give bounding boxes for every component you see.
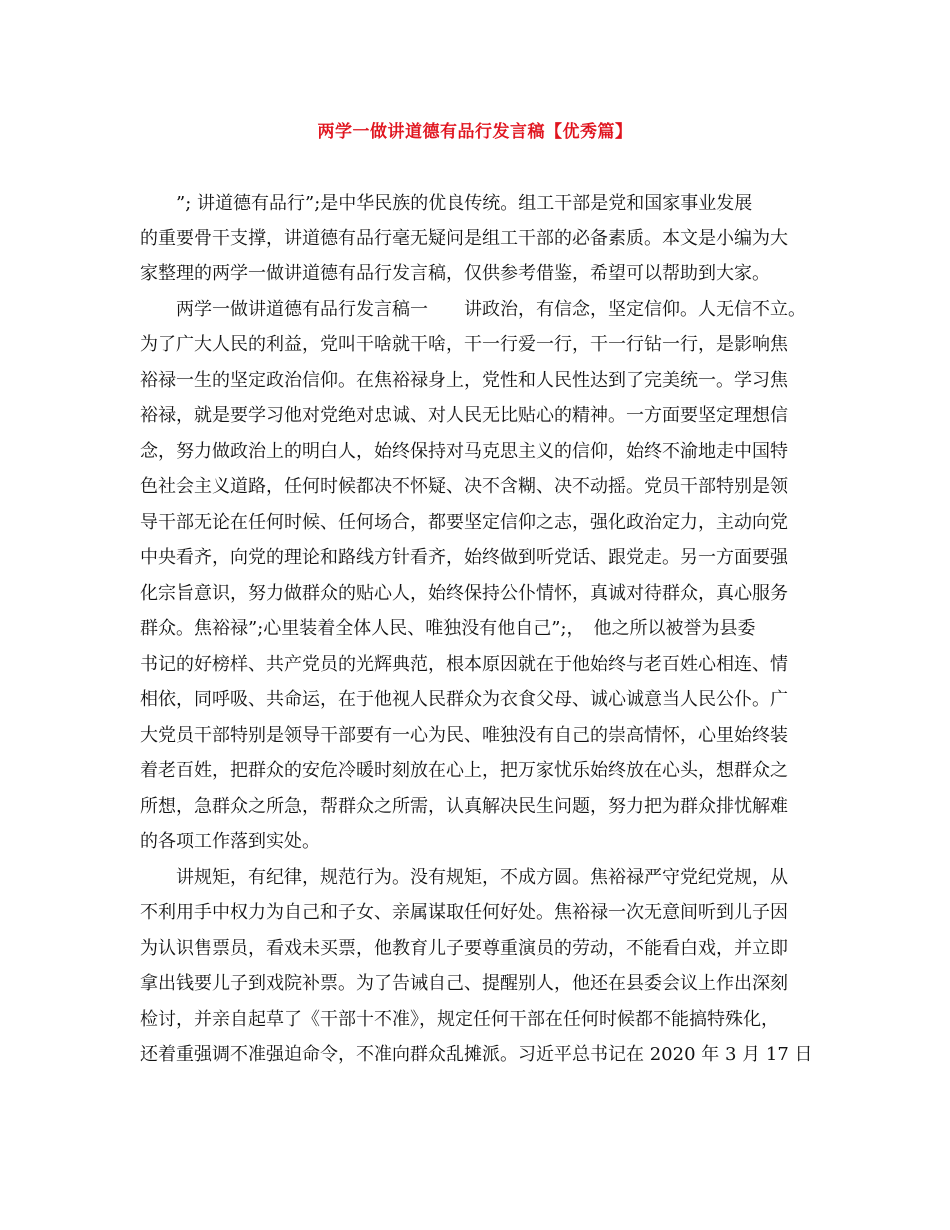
body-line: 还着重强调不准强迫命令，不准向群众乱摊派。习近平总书记在 2020 年 3 月 17 日 — [140, 1044, 813, 1065]
body-line: 讲规矩，有纪律，规范行为。没有规矩，不成方圆。焦裕禄严守党纪党规，从 — [140, 867, 788, 888]
body-line: 为认识售票员，看戏未买票，他教育儿子要尊重演员的劳动，不能看白戏，并立即 — [140, 938, 788, 959]
body-line: 拿出钱要儿子到戏院补票。为了告诫自己、提醒别人，他还在县委会议上作出深刻 — [140, 973, 788, 994]
body-line: 裕禄，就是要学习他对党绝对忠诚、对人民无比贴心的精神。一方面要坚定理想信 — [140, 405, 788, 426]
body-line: 中央看齐，向党的理论和路线方针看齐，始终做到听党话、跟党走。另一方面要强 — [140, 547, 788, 568]
body-line: 的各项工作落到实处。 — [140, 831, 320, 852]
body-line: 群众。焦裕禄”;心里装着全体人民、唯独没有他自己”;， 他之所以被誉为县委 — [140, 618, 756, 639]
body-line: 裕禄一生的坚定政治信仰。在焦裕禄身上，党性和人民性达到了完美统一。学习焦 — [140, 370, 788, 391]
body-line: 家整理的两学一做讲道德有品行发言稿，仅供参考借鉴，希望可以帮助到大家。 — [140, 263, 770, 284]
body-line: 相依，同呼吸、共命运，在于他视人民群众为衣食父母、诚心诚意当人民公仆。广 — [140, 689, 788, 710]
body-line: 念，努力做政治上的明白人，始终保持对马克思主义的信仰，始终不渝地走中国特 — [140, 441, 788, 462]
body-line: 大党员干部特别是领导干部要有一心为民、唯独没有自己的崇高情怀，心里始终装 — [140, 725, 788, 746]
body-line: 为了广大人民的利益，党叫干啥就干啥，干一行爱一行，干一行钻一行，是影响焦 — [140, 334, 788, 355]
body-line: 所想，急群众之所急，帮群众之所需，认真解决民生问题，努力把为群众排忧解难 — [140, 796, 788, 817]
document-title: 两学一做讲道德有品行发言稿【优秀篇】 — [317, 122, 633, 142]
body-line: 检讨，并亲自起草了《干部十不准》，规定任何干部在任何时候都不能搞特殊化， — [140, 1009, 779, 1030]
body-line: 导干部无论在任何时候、任何场合，都要坚定信仰之志，强化政治定力，主动向党 — [140, 512, 788, 533]
body-line: 书记的好榜样、共产党员的光辉典范，根本原因就在于他始终与老百姓心相连、情 — [140, 654, 788, 675]
body-line: 色社会主义道路，任何时候都决不怀疑、决不含糊、决不动摇。党员干部特别是领 — [140, 476, 788, 497]
body-line: ”; 讲道德有品行”;是中华民族的优良传统。组工干部是党和国家事业发展 — [140, 193, 753, 214]
body-line: 着老百姓，把群众的安危冷暖时刻放在心上，把万家忧乐始终放在心头，想群众之 — [140, 760, 788, 781]
body-line: 化宗旨意识，努力做群众的贴心人，始终保持公仆情怀，真诚对待群众，真心服务 — [140, 583, 788, 604]
body-line: 的重要骨干支撑，讲道德有品行毫无疑问是组工干部的必备素质。本文是小编为大 — [140, 228, 788, 249]
body-line: 不利用手中权力为自己和子女、亲属谋取任何好处。焦裕禄一次无意间听到儿子因 — [140, 902, 788, 923]
body-line: 两学一做讲道德有品行发言稿一 讲政治，有信念，坚定信仰。人无信不立。 — [140, 299, 806, 320]
